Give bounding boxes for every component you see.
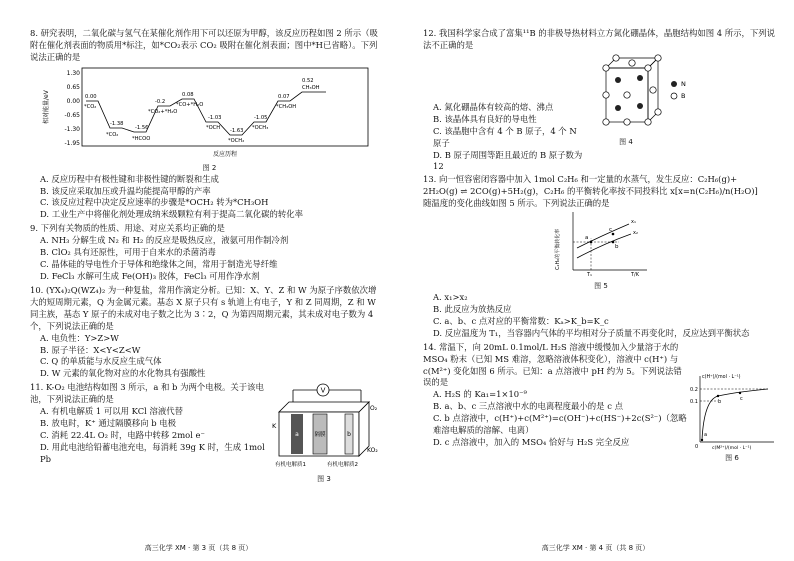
energy-label: -1.03 (208, 114, 222, 121)
y-axis-label: 相对能量/eV (43, 89, 50, 124)
q13-stem: 13. 向一恒容密闭容器中加入 1mol C₂H₆ 和一定量的水蒸气，发生反应：C₂H₆(g)+ (423, 174, 738, 185)
battery-diagram (269, 382, 379, 474)
svg-text:隔膜: 隔膜 (314, 432, 326, 439)
svg-text:b: b (718, 398, 722, 405)
svg-text:c: c (740, 395, 743, 402)
svg-text:T₁: T₁ (587, 272, 593, 279)
q8-stem: 8. 研究表明，二氧化碳与氢气在某催化剂作用下可以还原为甲醇，该反应历程如图 2 所示（吸附在催化剂表面的物质用*标注，如*CO₂表示 CO₂ 吸附在催化剂表面；图中*H已省略）。下列说法正确的是 (30, 28, 378, 62)
svg-text:b: b (347, 431, 351, 439)
b-atom-legend-icon (671, 93, 677, 99)
q13-stem: 2H₂O(g) ⇌ 2CO(g)+5H₂(g)，C₂H₆ 的平衡转化率按不同投料比 x[x=n(C₂H₆)/n(H₂O)] (423, 186, 758, 197)
species-label: *CO₂ (106, 131, 119, 138)
option: A. 电负性：Y>Z>W (40, 332, 119, 343)
svg-text:T/K: T/K (631, 272, 640, 279)
option: D. c 点溶液中，加入的 MSO₄ 恰好与 H₂S 完全反应 (433, 437, 630, 448)
x-axis-label: 反应历程 (212, 150, 238, 158)
option: D. 反应温度为 T₁，当容器内气体的平均相对分子质量不再变化时，反应达到平衡状态 (433, 327, 750, 338)
svg-text:B: B (681, 91, 686, 100)
y-tick: 0.65 (66, 83, 80, 91)
q10-stem: 10. (YX₄)₂Q(WZ₄)₂ 为一种复盐，常用作滴定分析。已知：X、Y、Z 和 W 为原子序数依次增大的短周期元素，Q 为金属元素。基态 X 原子只有 s 轨道上有电子，Y 和 Z 同周期，Z 和 W 同主族，基态 Y 原子的未成对电子数之比为 3∶2，Q 为第四周期元素，其未成对电子数为 4 个，下列说法正确的是 (30, 284, 377, 331)
y-tick: -1.95 (64, 139, 80, 147)
option: B. a、b、c 三点溶液中水的电离程度最小的是 c 点 (433, 401, 623, 412)
svg-text:c(M²⁺)/(mol · L⁻¹): c(M²⁺)/(mol · L⁻¹) (712, 445, 752, 450)
option: C. Q 的单质能与水反应生成气体 (40, 356, 162, 367)
svg-text:有机电解质1: 有机电解质1 (275, 462, 306, 469)
svg-text:x₁: x₁ (631, 219, 636, 226)
option: B. 放电时，K⁺ 通过隔膜移向 b 电极 (40, 418, 177, 429)
svg-text:0: 0 (695, 443, 699, 450)
svg-text:x₂: x₂ (633, 230, 638, 237)
option: D. 工业生产中将催化剂处理成纳米级颗粒有利于提高二氧化碳的转化率 (40, 209, 303, 220)
species-label: *OCH₂ (228, 137, 245, 144)
hplus-chart (688, 370, 776, 450)
option: A. x₁>x₂ (433, 292, 468, 302)
option: B. 该反应采取加压或升温均能提高甲醇的产率 (40, 185, 211, 196)
page-footer: 高三化学 XM · 第 4 页（共 8 页） (541, 544, 650, 553)
figure-caption: 图 3 (317, 475, 331, 484)
option: A. 氮化硼晶体有较高的熔、沸点 (433, 101, 554, 112)
unit-cell-diagram (586, 54, 706, 134)
y-tick: 0.00 (66, 97, 80, 105)
option: B. 此反应为放热反应 (433, 303, 512, 314)
q11-stem: 11. K-O₂ 电池结构如图 3 所示，a 和 b 为两个电极。关于该电池，下列说法正确的是 (30, 382, 264, 405)
option: B. 原子半径：X<Y<Z<W (40, 344, 141, 355)
species-label: *CO₂ (84, 103, 97, 110)
species-label: *CH₃OH (276, 103, 297, 110)
q14-stem: 14. 常温下，向 20mL 0.1mol/L H₂S 溶液中缓慢加入少量溶于水的 MSO₄ 粉末（已知 MS 难溶，忽略溶液体积变化），溶液中 c(H⁺) 与 c(M²⁺) 变化如图 6 所示。已知：a 点溶液中 pH 约为 5。下列说法错误的是 (423, 341, 682, 388)
q9-stem: 9. 下列有关物质的性质、用途、对应关系均正确的是 (30, 223, 225, 234)
y-tick: 1.30 (66, 69, 80, 77)
energy-label: -1.38 (110, 120, 124, 127)
question-13 (423, 174, 776, 339)
option: A. 反应历程中有极性键和非极性键的断裂和生成 (40, 173, 219, 184)
energy-label: 0.08 (182, 91, 194, 98)
option: C. 该反应过程中决定反应速率的步骤是*OCH₂ 转为*CH₃OH (40, 197, 269, 208)
energy-label: -0.2 (155, 98, 166, 105)
conversion-chart (551, 210, 651, 278)
q12-body (423, 54, 776, 174)
species-label: CH₃OH (302, 84, 320, 91)
hplus-figure (688, 370, 776, 464)
conversion-figure (551, 210, 651, 292)
energy-label: 0.07 (278, 93, 290, 100)
question-10 (30, 285, 379, 380)
option: C. b 点溶液中，c(H⁺)+c(M²⁺)=c(OH⁻)+c(HS⁻)+2c(S²⁻)（忽略难溶电解质的溶解、电离） (433, 413, 687, 436)
species-label: *HCOO (132, 135, 151, 142)
svg-text:V: V (320, 386, 326, 395)
option: D. 用此电池给铅蓄电池充电，每消耗 39g K 时，生成 1mol Pb (40, 441, 265, 464)
question-8 (30, 28, 379, 221)
battery-figure (269, 382, 379, 485)
option: D. B 原子周围等距且最近的 B 原子数为 12 (433, 149, 583, 172)
y-tick: -1.30 (64, 125, 80, 133)
figure-caption: 图 2 (202, 163, 217, 172)
option: A. H₂S 的 Ka₁=1×10⁻⁹ (433, 389, 527, 400)
question-11 (30, 382, 379, 485)
option: A. 有机电解质 1 可以用 KCl 溶液代替 (40, 406, 183, 417)
svg-text:K: K (272, 422, 277, 431)
svg-text:a: a (295, 431, 299, 439)
q12-stem: 12. 我国科学家合成了富集¹¹B 的非极导热材料立方氮化硼晶体，晶胞结构如图 4 所示，下列说法不正确的是 (423, 28, 776, 50)
energy-label: 0.52 (302, 77, 314, 84)
svg-text:c(H⁺)/(mol · L⁻¹): c(H⁺)/(mol · L⁻¹) (702, 374, 741, 380)
option: C. 晶体硅的导电性介于导体和绝缘体之间，常用于制造光导纤维 (40, 259, 278, 270)
y-tick: -0.65 (64, 111, 80, 119)
n-atom-legend-icon (671, 81, 677, 87)
question-14 (423, 342, 776, 464)
energy-profile-chart (40, 66, 370, 162)
energy-profile-figure (40, 66, 379, 174)
svg-text:0.2: 0.2 (690, 386, 698, 393)
svg-text:a: a (585, 235, 589, 242)
svg-text:c: c (609, 227, 613, 234)
option: C. 消耗 22.4L O₂ 时，电路中转移 2mol e⁻ (40, 429, 205, 440)
svg-text:有机电解质2: 有机电解质2 (327, 462, 358, 469)
option: B. 该晶体具有良好的导电性 (433, 113, 537, 124)
svg-text:C₂H₆的平衡转化率: C₂H₆的平衡转化率 (555, 228, 561, 271)
energy-label: -1.56 (135, 124, 149, 131)
svg-text:b: b (615, 244, 619, 251)
option: C. a、b、c 点对应的平衡常数：Kₐ>K_b=K_c (433, 315, 609, 326)
energy-label: -1.63 (230, 127, 244, 134)
species-label: *CO+*H₂O (176, 101, 204, 108)
q13-stem: 随温度的变化曲线如图 5 所示。下列说法正确的是 (423, 198, 610, 209)
svg-text:N: N (681, 79, 686, 88)
right-page (397, 0, 794, 561)
svg-text:0.1: 0.1 (690, 398, 698, 405)
svg-text:a: a (704, 431, 708, 438)
option: C. 该晶胞中含有 4 个 B 原子，4 个 N 原子 (433, 125, 577, 148)
species-label: *OCH (206, 124, 221, 131)
species-label: *OCH₃ (252, 124, 269, 131)
hplus-curve (702, 389, 768, 440)
energy-label: 0.00 (85, 93, 97, 100)
species-label: *CO₂+*H₂O (148, 108, 178, 115)
svg-text:O₂: O₂ (370, 405, 378, 413)
option: D. FeCl₃ 水解可生成 Fe(OH)₃ 胶体，FeCl₃ 可用作净水剂 (40, 271, 260, 281)
question-9 (30, 223, 379, 283)
energy-label: -1.05 (254, 114, 268, 121)
figure-caption: 图 4 (619, 137, 633, 146)
svg-text:KO₂: KO₂ (367, 447, 378, 455)
figure-caption: 图 6 (725, 453, 739, 462)
page-footer: 高三化学 XM · 第 3 页（共 8 页） (144, 544, 253, 553)
option: D. W 元素的氧化物对应的水化物具有强酸性 (40, 368, 206, 379)
question-12 (423, 28, 776, 52)
figure-caption: 图 5 (594, 282, 608, 291)
option: A. NH₃ 分解生成 N₂ 和 H₂ 的反应是吸热反应，液氨可用作制冷剂 (40, 235, 289, 246)
option: B. ClO₂ 具有还原性，可用于自来水的杀菌消毒 (40, 247, 216, 258)
crystal-figure (586, 54, 706, 148)
